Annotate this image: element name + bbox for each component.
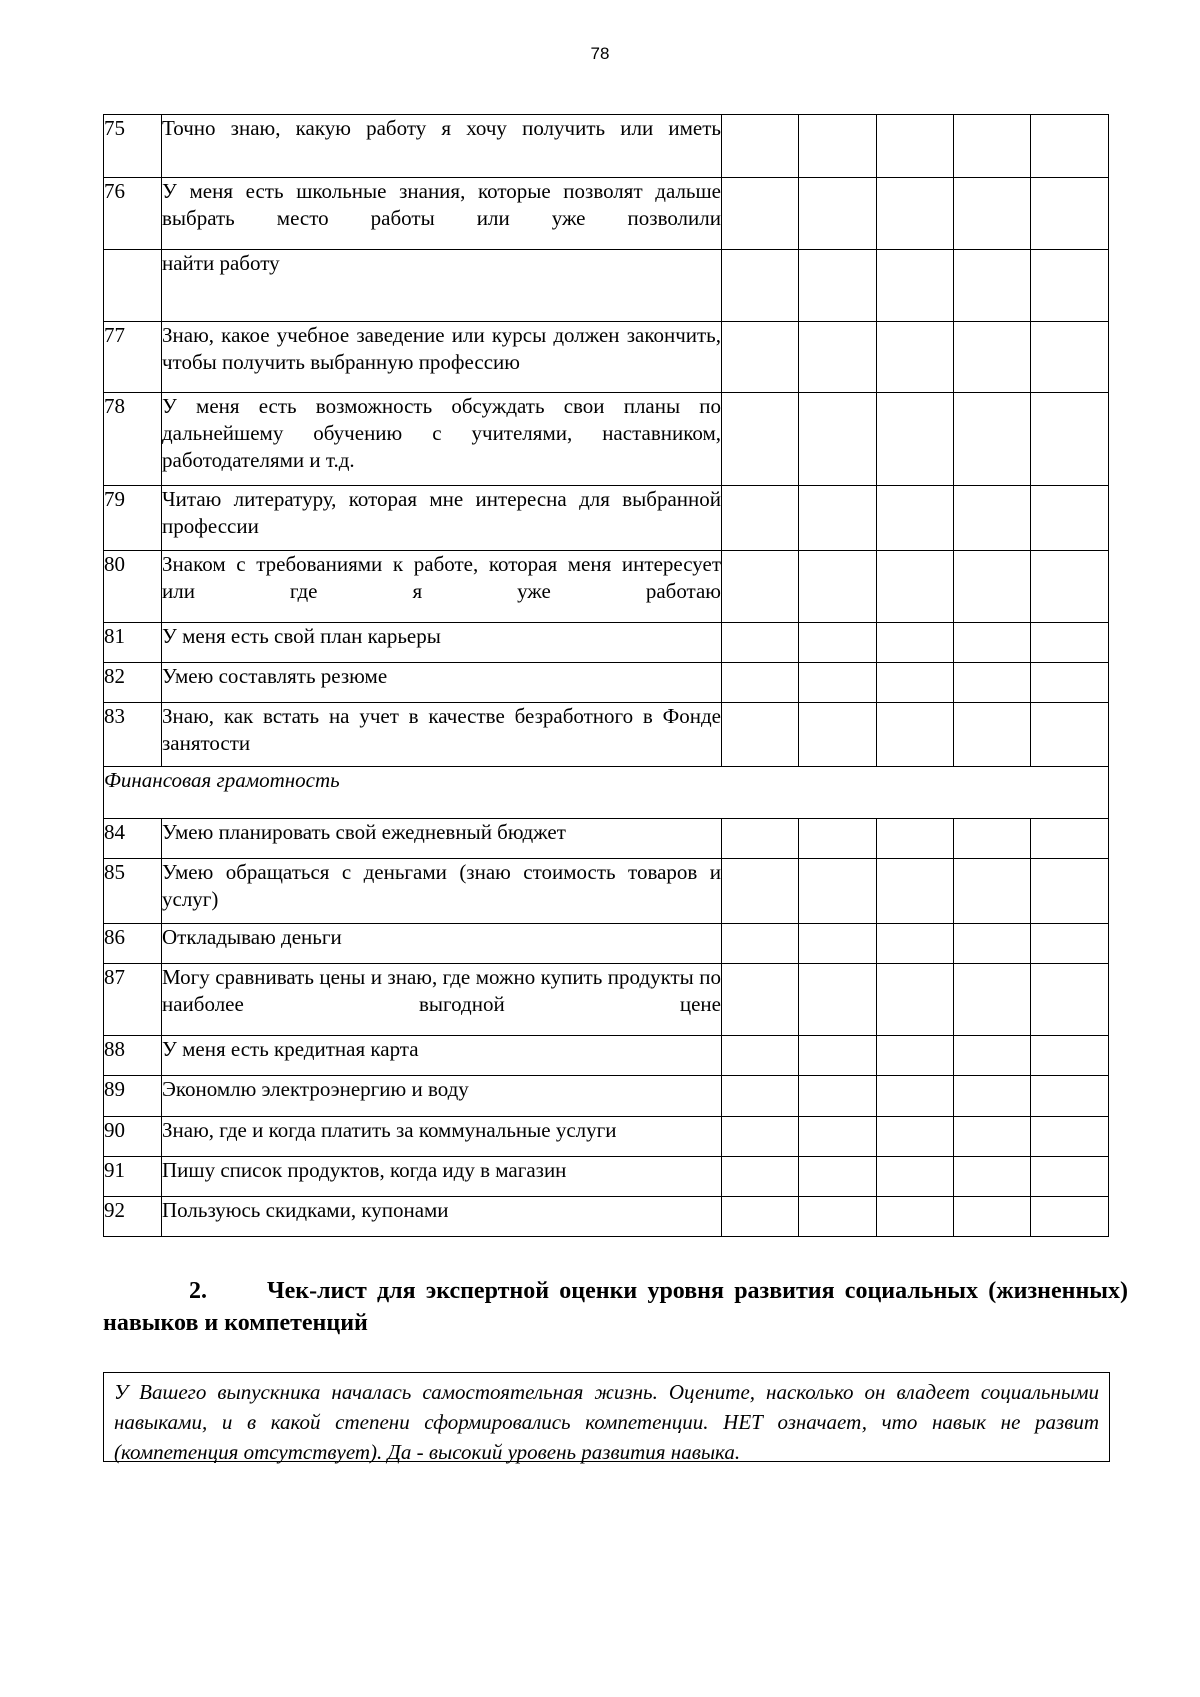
item-text: Читаю литературу, которая мне интересна для выбранной профессии — [162, 486, 722, 551]
rating-cell-1[interactable] — [722, 393, 799, 486]
rating-cell-5[interactable] — [1031, 1197, 1109, 1237]
item-number: 76 — [104, 178, 162, 250]
item-number: 84 — [104, 819, 162, 859]
rating-cell-2[interactable] — [799, 393, 877, 486]
rating-cell-5[interactable] — [1031, 623, 1109, 663]
rating-cell-3[interactable] — [877, 393, 954, 486]
rating-cell-1[interactable] — [722, 859, 799, 924]
rating-cell-4[interactable] — [954, 819, 1031, 859]
rating-cell-2[interactable] — [799, 250, 877, 322]
table-row — [104, 393, 1109, 486]
rating-cell-5[interactable] — [1031, 393, 1109, 486]
rating-cell-5[interactable] — [1031, 1117, 1109, 1157]
rating-cell-1[interactable] — [722, 1036, 799, 1076]
item-text: Пишу список продуктов, когда иду в магазин — [162, 1157, 722, 1197]
item-number: 82 — [104, 663, 162, 703]
item-text: Знаю, какое учебное заведение или курсы должен закончить, чтобы получить выбранную профессию — [162, 322, 722, 393]
table-row — [104, 551, 1109, 623]
rating-cell-5[interactable] — [1031, 1157, 1109, 1197]
rating-cell-4[interactable] — [954, 924, 1031, 964]
item-number: 89 — [104, 1076, 162, 1117]
item-text: У меня есть школьные знания, которые позволят дальше выбрать место работы или уже позволили — [162, 178, 722, 250]
item-text: Откладываю деньги — [162, 924, 722, 964]
rating-cell-2[interactable] — [799, 964, 877, 1036]
rating-cell-1[interactable] — [722, 250, 799, 322]
rating-cell-5[interactable] — [1031, 924, 1109, 964]
rating-cell-5[interactable] — [1031, 663, 1109, 703]
rating-cell-4[interactable] — [954, 1036, 1031, 1076]
rating-cell-2[interactable] — [799, 551, 877, 623]
table-row — [104, 924, 1109, 964]
rating-cell-4[interactable] — [954, 1117, 1031, 1157]
rating-cell-2[interactable] — [799, 486, 877, 551]
rating-cell-3[interactable] — [877, 703, 954, 767]
rating-cell-1[interactable] — [722, 486, 799, 551]
rating-cell-5[interactable] — [1031, 859, 1109, 924]
section-row — [104, 767, 1109, 819]
rating-cell-3[interactable] — [877, 115, 954, 178]
rating-cell-3[interactable] — [877, 551, 954, 623]
item-number: 75 — [104, 115, 162, 178]
item-number: 85 — [104, 859, 162, 924]
rating-cell-2[interactable] — [799, 1117, 877, 1157]
rating-cell-4[interactable] — [954, 1076, 1031, 1117]
item-number: 83 — [104, 703, 162, 767]
rating-cell-1[interactable] — [722, 819, 799, 859]
rating-cell-3[interactable] — [877, 1117, 954, 1157]
section-title: Чек-лист для экспертной оценки уровня развития социальных (жизненных) навыков и компетенций — [103, 1278, 1128, 1336]
rating-cell-4[interactable] — [954, 322, 1031, 393]
item-number: 77 — [104, 322, 162, 393]
section-label: Финансовая грамотность — [104, 767, 1109, 819]
item-number: 92 — [104, 1197, 162, 1237]
table-row — [104, 703, 1109, 767]
rating-cell-5[interactable] — [1031, 551, 1109, 623]
rating-cell-5[interactable] — [1031, 322, 1109, 393]
table-row — [104, 322, 1109, 393]
item-number: 81 — [104, 623, 162, 663]
item-number: 80 — [104, 551, 162, 623]
rating-cell-1[interactable] — [722, 322, 799, 393]
rating-cell-4[interactable] — [954, 250, 1031, 322]
rating-cell-2[interactable] — [799, 1157, 877, 1197]
rating-cell-2[interactable] — [799, 1197, 877, 1237]
rating-cell-3[interactable] — [877, 819, 954, 859]
rating-cell-2[interactable] — [799, 178, 877, 250]
rating-cell-1[interactable] — [722, 663, 799, 703]
page-number: 78 — [590, 44, 610, 63]
rating-cell-2[interactable] — [799, 1036, 877, 1076]
item-number — [104, 250, 162, 322]
rating-cell-4[interactable] — [954, 178, 1031, 250]
item-number: 90 — [104, 1117, 162, 1157]
rating-cell-4[interactable] — [954, 623, 1031, 663]
table-row — [104, 250, 1109, 322]
rating-cell-1[interactable] — [722, 551, 799, 623]
rating-cell-1[interactable] — [722, 1117, 799, 1157]
item-text: Умею планировать свой ежедневный бюджет — [162, 819, 722, 859]
item-text: Могу сравнивать цены и знаю, где можно купить продукты по наиболее выгодной цене — [162, 964, 722, 1036]
rating-cell-2[interactable] — [799, 623, 877, 663]
rating-cell-2[interactable] — [799, 703, 877, 767]
item-number: 86 — [104, 924, 162, 964]
rating-cell-1[interactable] — [722, 623, 799, 663]
rating-cell-3[interactable] — [877, 964, 954, 1036]
table-row — [104, 819, 1109, 859]
rating-cell-4[interactable] — [954, 663, 1031, 703]
table-row — [104, 1036, 1109, 1076]
rating-cell-5[interactable] — [1031, 250, 1109, 322]
rating-cell-3[interactable] — [877, 322, 954, 393]
item-text: Умею составлять резюме — [162, 663, 722, 703]
rating-cell-1[interactable] — [722, 115, 799, 178]
item-text: Точно знаю, какую работу я хочу получить или иметь — [162, 115, 722, 178]
instruction-box: У Вашего выпускника началась самостоятельная жизнь. Оцените, насколько он владеет социальными навыками, и в какой степени сформировались компетенции. НЕТ означает, что навык не развит (компетенция отсутствует). Да - высокий уровень развития навыка. — [103, 1372, 1110, 1462]
rating-cell-1[interactable] — [722, 1157, 799, 1197]
rating-cell-1[interactable] — [722, 178, 799, 250]
rating-cell-3[interactable] — [877, 1197, 954, 1237]
rating-cell-1[interactable] — [722, 924, 799, 964]
rating-cell-2[interactable] — [799, 924, 877, 964]
rating-cell-4[interactable] — [954, 859, 1031, 924]
rating-cell-3[interactable] — [877, 859, 954, 924]
table-row — [104, 1117, 1109, 1157]
table-row — [104, 663, 1109, 703]
rating-cell-2[interactable] — [799, 1076, 877, 1117]
rating-cell-4[interactable] — [954, 486, 1031, 551]
rating-cell-5[interactable] — [1031, 1036, 1109, 1076]
rating-cell-3[interactable] — [877, 250, 954, 322]
item-number: 78 — [104, 393, 162, 486]
table-row — [104, 115, 1109, 178]
item-text: Знаю, где и когда платить за коммунальные услуги — [162, 1117, 722, 1157]
rating-cell-4[interactable] — [954, 393, 1031, 486]
item-text: Экономлю электроэнергию и воду — [162, 1076, 722, 1117]
rating-cell-5[interactable] — [1031, 703, 1109, 767]
rating-cell-3[interactable] — [877, 663, 954, 703]
rating-cell-3[interactable] — [877, 178, 954, 250]
item-text: найти работу — [162, 250, 722, 322]
section-heading — [103, 1275, 1128, 1339]
table-row — [104, 859, 1109, 924]
rating-cell-1[interactable] — [722, 1076, 799, 1117]
rating-cell-1[interactable] — [722, 703, 799, 767]
item-text: У меня есть возможность обсуждать свои планы по дальнейшему обучению с учителями, наставником, работодателями и т.д. — [162, 393, 722, 486]
item-number: 88 — [104, 1036, 162, 1076]
item-text: Знаю, как встать на учет в качестве безработного в Фонде занятости — [162, 703, 722, 767]
rating-cell-5[interactable] — [1031, 964, 1109, 1036]
item-number: 79 — [104, 486, 162, 551]
rating-cell-3[interactable] — [877, 486, 954, 551]
rating-cell-1[interactable] — [722, 1197, 799, 1237]
table-row — [104, 178, 1109, 250]
table-row — [104, 623, 1109, 663]
rating-cell-3[interactable] — [877, 924, 954, 964]
section-number: 2. — [189, 1278, 207, 1304]
rating-cell-4[interactable] — [954, 703, 1031, 767]
item-text: Знаком с требованиями к работе, которая меня интересует или где я уже работаю — [162, 551, 722, 623]
item-text: Пользуюсь скидками, купонами — [162, 1197, 722, 1237]
rating-cell-2[interactable] — [799, 859, 877, 924]
rating-cell-4[interactable] — [954, 551, 1031, 623]
rating-cell-4[interactable] — [954, 1157, 1031, 1197]
table-row — [104, 1197, 1109, 1237]
rating-cell-5[interactable] — [1031, 178, 1109, 250]
rating-cell-3[interactable] — [877, 623, 954, 663]
item-text: У меня есть свой план карьеры — [162, 623, 722, 663]
table-row — [104, 1076, 1109, 1117]
rating-cell-2[interactable] — [799, 819, 877, 859]
table-row — [104, 1157, 1109, 1197]
rating-cell-1[interactable] — [722, 964, 799, 1036]
item-text: Умею обращаться с деньгами (знаю стоимость товаров и услуг) — [162, 859, 722, 924]
rating-cell-2[interactable] — [799, 663, 877, 703]
rating-cell-3[interactable] — [877, 1157, 954, 1197]
rating-cell-2[interactable] — [799, 322, 877, 393]
rating-cell-2[interactable] — [799, 115, 877, 178]
rating-cell-5[interactable] — [1031, 486, 1109, 551]
rating-cell-3[interactable] — [877, 1036, 954, 1076]
table-row — [104, 486, 1109, 551]
rating-cell-5[interactable] — [1031, 115, 1109, 178]
table-row — [104, 964, 1109, 1036]
checklist-table — [103, 114, 1109, 1237]
rating-cell-4[interactable] — [954, 964, 1031, 1036]
rating-cell-4[interactable] — [954, 1197, 1031, 1237]
rating-cell-3[interactable] — [877, 1076, 954, 1117]
item-text: У меня есть кредитная карта — [162, 1036, 722, 1076]
item-number: 91 — [104, 1157, 162, 1197]
rating-cell-5[interactable] — [1031, 1076, 1109, 1117]
rating-cell-4[interactable] — [954, 115, 1031, 178]
rating-cell-5[interactable] — [1031, 819, 1109, 859]
item-number: 87 — [104, 964, 162, 1036]
